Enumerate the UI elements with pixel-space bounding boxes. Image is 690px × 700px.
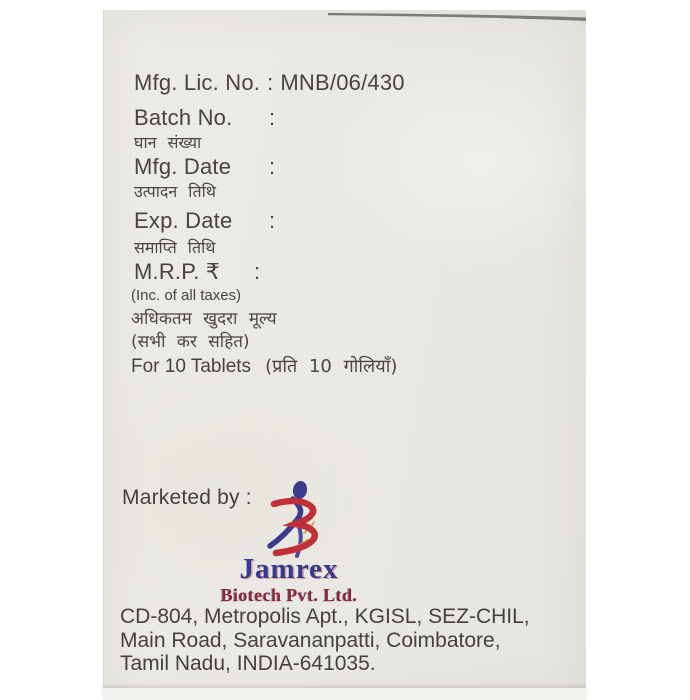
mfg-date-label-hindi: उत्पादन तिथि bbox=[134, 182, 216, 201]
mrp-row bbox=[134, 259, 464, 285]
medicine-box-back-panel bbox=[103, 10, 586, 700]
exp-date-colon: : bbox=[269, 208, 276, 233]
mfg-lic-colon: : bbox=[267, 70, 274, 95]
pack-size-row bbox=[131, 354, 461, 378]
pack-size-en: For 10 Tablets bbox=[131, 356, 252, 377]
box-top-edge-shadow bbox=[104, 4, 586, 22]
address-line-1: CD-804, Metropolis Apt., KGISL, SEZ-CHIL, bbox=[120, 605, 530, 628]
address-line-2: Main Road, Saravananpatti, Coimbatore, bbox=[120, 628, 501, 652]
mfg-date-label: Mfg. Date bbox=[134, 154, 232, 179]
mfg-date-colon: : bbox=[269, 154, 276, 179]
batch-label: Batch No. bbox=[134, 105, 233, 130]
brand-subtitle: Biotech Pvt. Ltd. bbox=[220, 585, 358, 606]
mrp-colon: : bbox=[254, 259, 261, 284]
mrp-tax-note: (Inc. of all taxes) bbox=[131, 287, 242, 304]
mrp-label-hindi: अधिकतम खुदरा मूल्य bbox=[131, 309, 277, 329]
exp-date-label: Exp. Date bbox=[134, 208, 233, 233]
batch-colon: : bbox=[269, 105, 276, 130]
address-line-3: Tamil Nadu, INDIA-641035. bbox=[120, 652, 376, 675]
pack-size-hindi: (प्रति 10 गोलियाँ) bbox=[265, 356, 398, 377]
exp-date-row bbox=[134, 208, 464, 234]
batch-label-hindi: घान संख्या bbox=[134, 133, 202, 152]
mfg-lic-label: Mfg. Lic. No. bbox=[134, 70, 261, 95]
mrp-label: M.R.P. ₹ bbox=[134, 259, 221, 284]
marketed-by-label: Marketed by : bbox=[122, 486, 252, 509]
box-bottom-edge bbox=[103, 688, 586, 700]
brand-block bbox=[199, 554, 379, 605]
mfg-lic-value: MNB/06/430 bbox=[280, 70, 405, 95]
mfg-lic-row bbox=[134, 70, 464, 96]
marketer-address bbox=[120, 605, 530, 676]
mrp-tax-note-hindi: (सभी कर सहित) bbox=[131, 332, 250, 352]
brand-name: Jamrex bbox=[239, 553, 339, 585]
batch-row bbox=[134, 105, 464, 131]
exp-date-label-hindi: समाप्ति तिथि bbox=[134, 238, 216, 257]
mfg-date-row bbox=[134, 154, 464, 180]
